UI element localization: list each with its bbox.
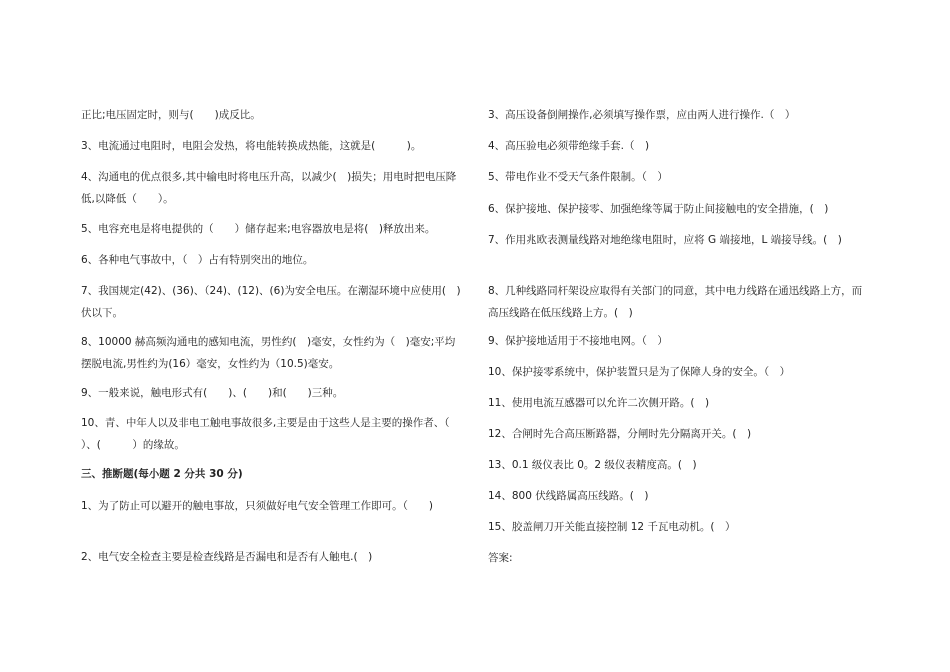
- question-judge-2: 2、电气安全检查主要是检查线路是否漏电和是否有人触电.( ): [81, 551, 373, 563]
- question-fill-10: 10、青、中年人以及非电工触电事故很多,主要是由于这些人是主要的操作者、（ ）、( ）的缘故。: [81, 417, 492, 451]
- question-judge-9: 9、保护接地适用于不接地电网。（ ）: [488, 335, 668, 347]
- question-judge-11: 11、使用电流互感器可以允许二次侧开路。( ): [488, 397, 710, 409]
- question-judge-12: 12、合闸时先合高压断路器，分闸时先分隔离开关。( ): [488, 428, 752, 440]
- question-fill-5: 5、电容充电是将电提供的（ ）储存起来;电容器放电是将( )释放出来。: [81, 223, 436, 235]
- question-judge-5: 5、带电作业不受天气条件限制。（ ）: [488, 171, 668, 183]
- paragraph-inverse-proportion: 正比;电压固定时，则与( )成反比。: [81, 109, 261, 121]
- question-judge-10: 10、保护接零系统中，保护装置只是为了保障人身的安全。（ ）: [488, 366, 791, 378]
- question-judge-14: 14、800 伏线路属高压线路。( ): [488, 490, 649, 502]
- question-judge-1: 1、为了防止可以避开的触电事故，只须做好电气安全管理工作即可。（ ): [81, 500, 434, 512]
- answer-label: 答案:: [488, 552, 513, 564]
- question-fill-7: 7、我国规定(42)、(36)、（24)、(12)、(6)为安全电压。在潮湿环境中应使用( )伏以下。: [81, 285, 461, 319]
- question-judge-3: 3、高压设备倒闸操作,必须填写操作票，应由两人进行操作.（ ）: [488, 109, 796, 121]
- question-judge-15: 15、胶盖闸刀开关能直接控制 12 千瓦电动机。( ）: [488, 521, 736, 533]
- section-heading-judgement: 三、推断题(每小题 2 分共 30 分): [81, 468, 243, 480]
- question-fill-6: 6、各种电气事故中，（ ）占有特别突出的地位。: [81, 254, 314, 266]
- question-judge-7: 7、作用兆欧表测量线路对地绝缘电阻时，应将 G 端接地，L 端接导线。( ): [488, 234, 842, 246]
- question-judge-4: 4、高压验电必须带绝缘手套.（ ): [488, 140, 650, 152]
- question-judge-13: 13、0.1 级仪表比 0。2 级仪表精度高。( ): [488, 459, 697, 471]
- question-fill-3: 3、电流通过电阻时，电阻会发热，将电能转换成热能，这就是( )。: [81, 140, 422, 152]
- question-judge-6: 6、保护接地、保护接零、加强绝缘等属于防止间接触电的安全措施，( ): [488, 203, 829, 215]
- question-judge-8: 8、几种线路同杆架设应取得有关部门的同意，其中电力线路在通迅线路上方，而高压线路在低压线路上方。( ): [488, 285, 863, 319]
- question-fill-4: 4、沟通电的优点很多,其中输电时将电压升高，以减少( )损失；用电时把电压降低,以降低（ ）。: [81, 171, 457, 205]
- question-fill-9: 9、一般来说，触电形式有( )、( )和( )三种。: [81, 387, 344, 399]
- question-fill-8: 8、10000 赫高频沟通电的感知电流，男性约( )毫安，女性约为（ )毫安;平均摆脱电流,男性约为(16）毫安，女性约为（10.5)毫安。: [81, 336, 456, 370]
